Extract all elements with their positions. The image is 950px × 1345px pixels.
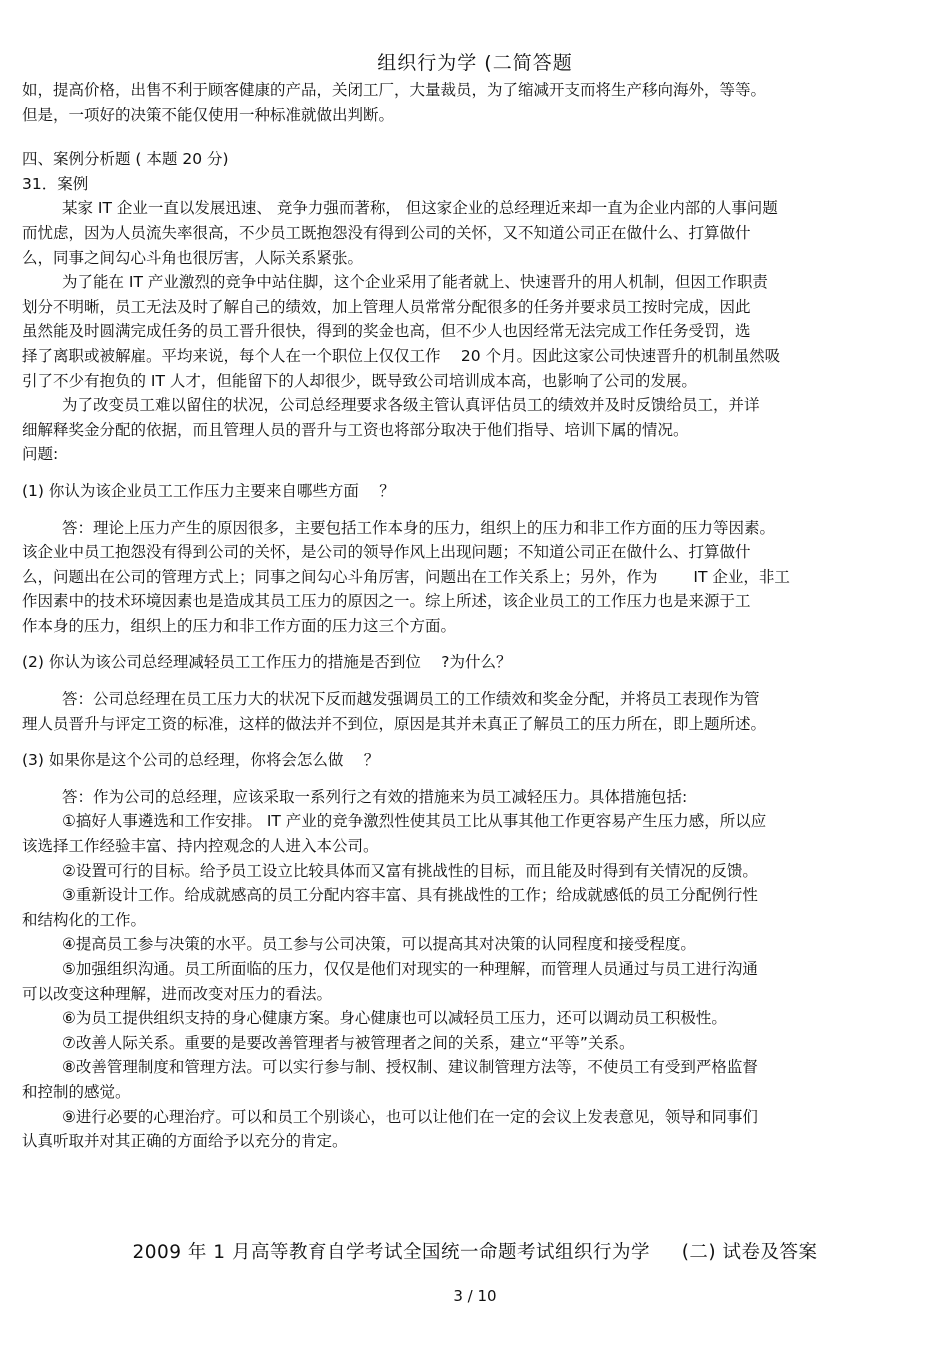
text-line: (3) 如果你是这个公司的总经理，你将会怎么做 ？ bbox=[22, 751, 380, 770]
text-line: 和结构化的工作。 bbox=[22, 910, 147, 929]
text-line: ⑧改善管理制度和管理方法。可以实行参与制、授权制、建议制管理方法等，不使员工有受到严格监督 bbox=[62, 1058, 758, 1077]
spacer bbox=[22, 504, 928, 516]
document-body bbox=[22, 78, 928, 1154]
text-line: ③重新设计工作。给成就感高的员工分配内容丰富、具有挑战性的工作；给成就感低的员工分配例行性 bbox=[62, 886, 758, 905]
text-line: 如，提高价格，出售不利于顾客健康的产品，关闭工厂，大量裁员，为了缩减开支而将生产移向海外，等等。 bbox=[22, 81, 767, 99]
spacer bbox=[22, 675, 928, 687]
text-line: ⑨进行必要的心理治疗。可以和员工个别谈心，也可以让他们在一定的会议上发表意见，领导和同事们 bbox=[62, 1107, 758, 1126]
text-line: (1) 你认为该企业员工工作压力主要来自哪些方面 ？ bbox=[22, 481, 395, 500]
text-line: 认真听取并对其正确的方面给予以充分的肯定。 bbox=[22, 1132, 348, 1151]
text-line: 么，问题出在公司的管理方式上；同事之间勾心斗角厉害，问题出在工作关系上；另外，作为 IT 企业，非工 bbox=[22, 567, 790, 586]
text-line: 该企业中员工抱怨没有得到公司的关怀，是公司的领导作风上出现问题；不知道公司正在做什么、打算做什 bbox=[22, 543, 751, 562]
spacer bbox=[22, 773, 928, 785]
text-line: 作本身的压力，组织上的压力和非工作方面的压力这三个方面。 bbox=[22, 616, 457, 635]
text-line: 引了不少有抱负的 IT 人才，但能留下的人却很少，既导致公司培训成本高，也影响了公司的发展。 bbox=[22, 371, 697, 390]
text-line: 么，同事之间勾心斗角也很厉害，人际关系紧张。 bbox=[22, 248, 364, 267]
text-line: 但是，一项好的决策不能仅使用一种标准就做出判断。 bbox=[22, 105, 395, 124]
text-line: (2) 你认为该公司总经理减轻员工工作压力的措施是否到位 ?为什么？ bbox=[22, 653, 512, 672]
text-line: 虽然能及时圆满完成任务的员工晋升很快，得到的奖金也高，但不少人也因经常无法完成工作任务受罚，选 bbox=[22, 322, 751, 341]
text-line: ②设置可行的目标。给予员工设立比较具体而又富有挑战性的目标，而且能及时得到有关情况的反馈。 bbox=[62, 861, 758, 880]
text-line: 为了能在 IT 产业激烈的竞争中站住脚，这个企业采用了能者就上、快速晋升的用人机制，但因工作职责 bbox=[62, 273, 768, 292]
spacer bbox=[22, 638, 928, 650]
text-line: 和控制的感觉。 bbox=[22, 1082, 131, 1101]
text-line: ⑤加强组织沟通。员工所面临的压力，仅仅是他们对现实的一种理解，而管理人员通过与员工进行沟通 bbox=[62, 960, 758, 978]
text-line: 该选择工作经验丰富、持内控观念的人进入本公司。 bbox=[22, 837, 379, 856]
text-line: ④提高员工参与决策的水平。员工参与公司决策，可以提高其对决策的认同程度和接受程度。 bbox=[62, 935, 696, 954]
exam-title: 2009 年 1 月高等教育自学考试全国统一命题考试组织行为学 (二) 试卷及答案 bbox=[132, 1242, 818, 1263]
text-line: 为了改变员工难以留住的状况，公司总经理要求各级主管认真评估员工的绩效并及时反馈给员工，并详 bbox=[62, 396, 760, 415]
text-line: 问题: bbox=[22, 445, 59, 464]
text-line: ①搞好人事遴选和工作安排。 IT 产业的竞争激烈性使其员工比从事其他工作更容易产生压力感，所以应 bbox=[62, 812, 767, 831]
text-line: ⑥为员工提供组织支持的身心健康方案。身心健康也可以减轻员工压力，还可以调动员工积极性。 bbox=[62, 1009, 727, 1028]
text-line: 答：理论上压力产生的原因很多，主要包括工作本身的压力，组织上的压力和非工作方面的压力等因素。 bbox=[62, 518, 776, 537]
text-line: 理人员晋升与评定工资的标准，这样的做法并不到位，原因是其并未真正了解员工的压力所在，即上题所述。 bbox=[22, 714, 767, 733]
text-line: 四、案例分析题 ( 本题 20 分) bbox=[22, 150, 229, 169]
page-header-title: 组织行为学 (二简答题 bbox=[377, 52, 573, 74]
text-line: 划分不明晰，员工无法及时了解自己的绩效，加上管理人员常常分配很多的任务并要求员工按时完成，因此 bbox=[22, 297, 751, 316]
text-line: 某家 IT 企业一直以发展迅速、 竞争力强而著称， 但这家企业的总经理近来却一直为企业内部的人事问题 bbox=[62, 199, 778, 218]
spacer bbox=[22, 127, 928, 147]
text-line: 而忧虑，因为人员流失率很高，不少员工既抱怨没有得到公司的关怀，又不知道公司正在做什么、打算做什 bbox=[22, 223, 751, 242]
text-line: 答：作为公司的总经理，应该采取一系列行之有效的措施来为员工减轻压力。具体措施包括: bbox=[62, 787, 688, 806]
text-line: 细解释奖金分配的依据，而且管理人员的晋升与工资也将部分取决于他们指导、培训下属的情况。 bbox=[22, 420, 689, 439]
text-line: 可以改变这种理解，进而改变对压力的看法。 bbox=[22, 984, 333, 1003]
text-line: 择了离职或被解雇。平均来说，每个人在一个职位上仅仅工作 20 个月。因此这家公司快速晋升的机制虽然吸 bbox=[22, 346, 781, 365]
text-line: 答：公司总经理在员工压力大的状况下反而越发强调员工的工作绩效和奖金分配，并将员工表现作为管 bbox=[62, 690, 760, 709]
text-line: 31．案例 bbox=[22, 174, 89, 193]
text-line: ⑦改善人际关系。重要的是要改善管理者与被管理者之间的关系，建立“平等”关系。 bbox=[62, 1033, 635, 1052]
spacer bbox=[22, 736, 928, 748]
text-line: 作因素中的技术环境因素也是造成其员工压力的原因之一。综上所述，该企业员工的工作压力也是来源于工 bbox=[22, 592, 751, 611]
page-number: 3 / 10 bbox=[453, 1287, 497, 1305]
spacer bbox=[22, 467, 928, 479]
